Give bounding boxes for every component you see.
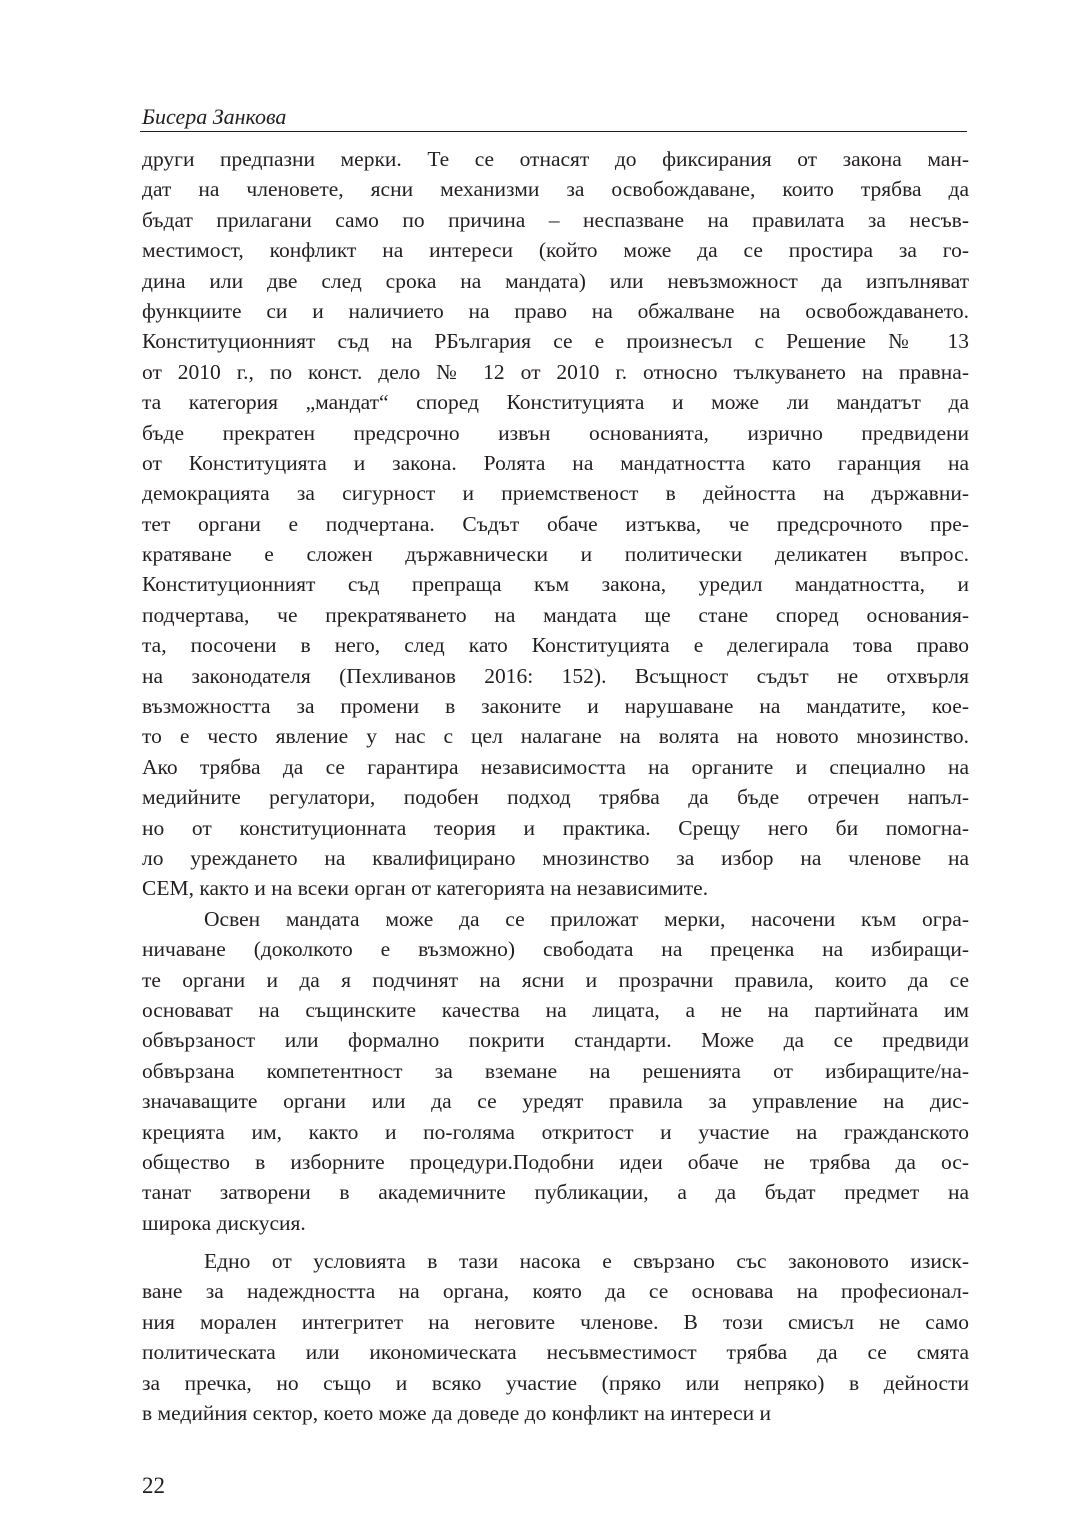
text-line: Освен мандата може да се приложат мерки, насочени към огра- <box>204 906 969 931</box>
text-line: в медийния сектор, което може да доведе до конфликт на интереси и <box>142 1401 772 1426</box>
text-line: та, посочени в него, след като Конституцията е делегирала това право <box>142 633 969 658</box>
text-line: от Конституцията и закона. Ролята на мандатността като гаранция на <box>142 450 969 475</box>
page-number: 22 <box>142 1473 165 1498</box>
text-line: значаващите органи или да се уредят правила за управление на дис- <box>142 1089 969 1114</box>
text-line: от 2010 г., по конст. дело № 12 от 2010 г. относно тълкуването на правна- <box>142 359 969 384</box>
text-line: на законодателя (Пехливанов 2016: 152). Всъщност съдът не отхвърля <box>142 663 969 688</box>
text-line: дина или две след срока на мандата) или невъзможност да изпълняват <box>142 268 969 293</box>
text-line: медийните регулатори, подобен подход трябва да бъде отречен напъл- <box>142 785 969 810</box>
text-line: други предпазни мерки. Те се отнасят до фиксирания от закона ман- <box>142 147 969 171</box>
text-line: функциите си и наличието на право на обжалване на освобождаването. <box>142 298 969 323</box>
text-line: то е често явление у нас с цел налагане на волята на новото мнозинство. <box>142 724 969 749</box>
text-line: възможността за промени в законите и нарушаване на мандатите, кое- <box>142 694 969 719</box>
text-line: ване за надеждността на органа, която да се основава на професионал- <box>142 1279 969 1304</box>
text-line: Конституционният съд препраща към закона, уредил мандатността, и <box>142 572 969 597</box>
text-line: обвързана компетентност за вземане на решенията от избиращите/на- <box>142 1058 969 1083</box>
text-line: обвързаност или формално покрити стандарти. Може да се предвиди <box>142 1028 969 1053</box>
text-line: местимост, конфликт на интереси (който може да се простира за го- <box>142 238 969 263</box>
text-line: основават на същинските качества на лицата, а не на партийната им <box>142 997 969 1022</box>
text-line: тет органи е подчертана. Съдът обаче изтъква, че предсрочното пре- <box>142 511 969 536</box>
text-line: общество в изборните процедури.Подобни идеи обаче не трябва да ос- <box>142 1149 969 1174</box>
text-line: подчертава, че прекратяването на мандата ще стане според основания- <box>142 602 969 627</box>
text-line: ния морален интегритет на неговите членове. В този смисъл не само <box>142 1309 969 1334</box>
text-line: кратяване е сложен държавнически и политически деликатен въпрос. <box>142 542 969 567</box>
text-line: бъдат прилагани само по причина – неспазване на правилата за несъв- <box>142 207 969 232</box>
paragraph <box>142 144 969 904</box>
text-line: крецията им, както и по-голяма откритост и участие на гражданското <box>142 1119 969 1144</box>
text-line: ло уреждането на квалифицирано мнозинство за избор на членове на <box>142 845 969 870</box>
paragraph <box>142 1246 969 1428</box>
text-line: но от конституционната теория и практика. Срещу него би помогна- <box>142 815 969 840</box>
text-line: бъде прекратен предсрочно извън основанията, изрично предвидени <box>142 420 969 445</box>
text-line: дат на членовете, ясни механизми за освобождаване, които трябва да <box>142 177 969 202</box>
text-line: та категория „мандат“ според Конституцията и може ли мандатът да <box>142 390 969 415</box>
text-line: ничаване (доколкото е възможно) свободата на преценка на избиращи- <box>142 937 969 962</box>
running-head-author: Бисера Занкова <box>142 104 287 129</box>
text-line: СЕМ, както и на всеки орган от категорията на независимите. <box>142 876 709 901</box>
text-line: политическата или икономическата несъвместимост трябва да се смята <box>142 1340 969 1365</box>
paragraph <box>142 904 969 1238</box>
text-line: Ако трябва да се гарантира независимостта на органите и специално на <box>142 754 969 779</box>
text-line: широка дискусия. <box>142 1210 306 1235</box>
text-line: Конституционният съд на РБългария се е произнесъл с Решение № 13 <box>142 329 969 354</box>
text-line: те органи и да я подчинят на ясни и прозрачни правила, които да се <box>142 967 969 992</box>
text-line: за пречка, но също и всяко участие (пряко или непряко) в дейности <box>142 1370 969 1395</box>
header-rule <box>140 131 967 132</box>
text-line: танат затворени в академичните публикации, а да бъдат предмет на <box>142 1180 969 1205</box>
text-line: демокрацията за сигурност и приемственост в дейността на държавни- <box>142 481 969 506</box>
text-line: Едно от условията в тази насока е свързано със законовото изиск- <box>204 1249 969 1274</box>
paragraph-gap <box>142 1238 969 1246</box>
body-text <box>142 144 969 1428</box>
